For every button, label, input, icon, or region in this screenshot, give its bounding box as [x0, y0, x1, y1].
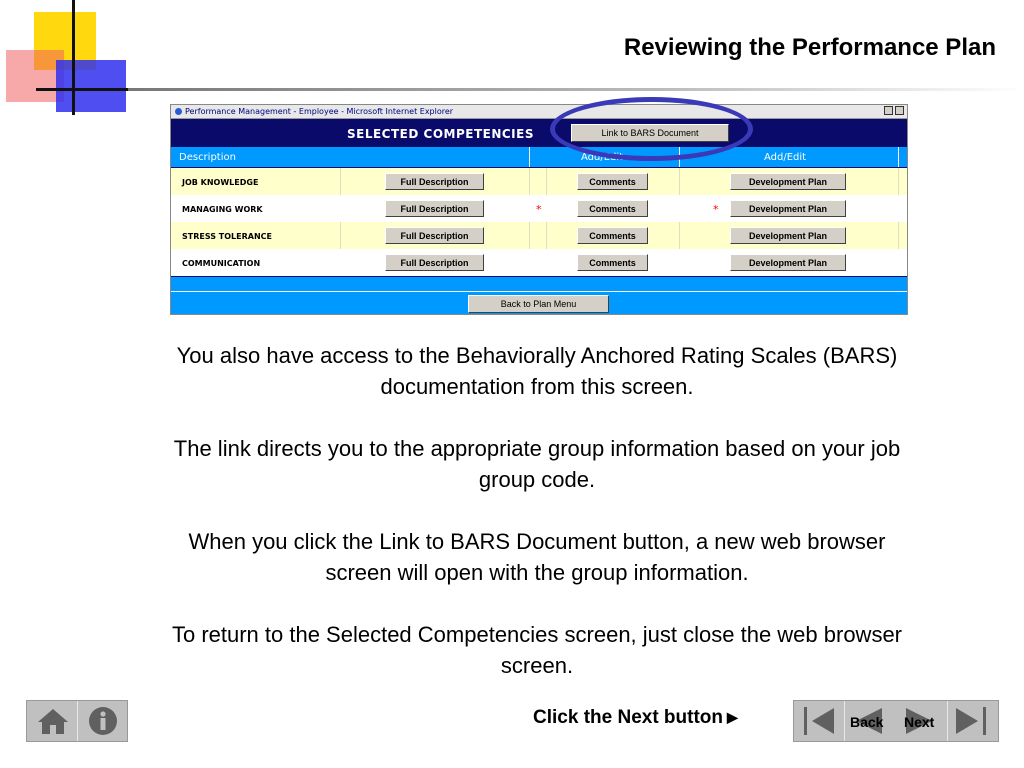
column-add-edit-plan: Add/Edit	[764, 152, 807, 163]
column-separator	[529, 147, 530, 167]
browser-footer-bar	[171, 277, 907, 314]
paragraph: To return to the Selected Competencies screen, just close the web browser screen.	[171, 622, 903, 678]
column-description: Description	[179, 152, 236, 163]
click-next-text: Click the Next button	[533, 707, 724, 728]
cell-separator	[529, 168, 530, 195]
nav-divider	[77, 701, 78, 741]
full-description-button[interactable]: Full Description	[385, 200, 484, 217]
title-underline	[128, 88, 1024, 91]
highlight-ellipse	[550, 97, 753, 161]
decorative-blue-square	[56, 60, 126, 112]
cell-separator	[679, 168, 680, 195]
footer-divider	[171, 291, 907, 292]
first-icon[interactable]	[802, 706, 838, 736]
paragraph: The link directs you to the appropriate group information based on your job group code.	[173, 436, 901, 492]
decorative-vertical-line	[72, 0, 75, 115]
cell-separator	[340, 222, 341, 249]
cell-separator	[340, 168, 341, 195]
back-to-plan-menu-button[interactable]: Back to Plan Menu	[468, 295, 609, 313]
window-title: Performance Management - Employee - Microsoft Internet Explorer	[185, 107, 454, 116]
cell-separator	[898, 168, 899, 195]
development-plan-button[interactable]: Development Plan	[730, 173, 846, 190]
cell-separator	[546, 222, 547, 249]
back-button[interactable]: Back	[850, 714, 884, 730]
development-plan-button[interactable]: Development Plan	[730, 227, 846, 244]
nav-right-toolbar	[793, 700, 999, 742]
competency-name: STRESS TOLERANCE	[182, 232, 272, 241]
comments-button[interactable]: Comments	[577, 173, 648, 190]
paragraph: When you click the Link to BARS Document button, a new web browser screen will open with the group information.	[188, 529, 886, 585]
paragraph: You also have access to the Behaviorally Anchored Rating Scales (BARS) documentation from this screen.	[176, 343, 898, 399]
development-plan-button[interactable]: Development Plan	[730, 254, 846, 271]
next-button[interactable]: Next	[904, 714, 935, 730]
info-icon[interactable]	[87, 706, 119, 736]
ie-icon	[175, 108, 182, 115]
cell-separator	[529, 222, 530, 249]
play-arrow-icon: ▶	[727, 709, 738, 725]
table-row	[171, 249, 907, 276]
competencies-header	[171, 119, 907, 147]
table-row	[171, 195, 907, 222]
column-separator	[898, 147, 899, 167]
home-icon[interactable]	[37, 707, 69, 735]
comments-button[interactable]: Comments	[577, 227, 648, 244]
link-to-bars-document-button[interactable]: Link to BARS Document	[571, 124, 729, 142]
competency-name: JOB KNOWLEDGE	[182, 178, 259, 187]
column-header-row	[171, 147, 907, 167]
cell-separator	[679, 222, 680, 249]
competency-name: COMMUNICATION	[182, 259, 261, 268]
competency-name: MANAGING WORK	[182, 205, 263, 214]
full-description-button[interactable]: Full Description	[385, 254, 484, 271]
table-row	[171, 222, 907, 249]
cell-separator	[898, 222, 899, 249]
full-description-button[interactable]: Full Description	[385, 227, 484, 244]
nav-divider	[947, 701, 948, 741]
nav-left-toolbar	[26, 700, 128, 742]
click-next-instruction	[533, 707, 738, 729]
instruction-text	[170, 340, 904, 712]
decorative-horizontal-line	[36, 88, 128, 91]
last-icon[interactable]	[954, 706, 990, 736]
section-title: SELECTED COMPETENCIES	[347, 127, 534, 141]
slide-title: Reviewing the Performance Plan	[623, 34, 996, 61]
maximize-icon[interactable]	[895, 106, 904, 115]
minimize-icon[interactable]	[884, 106, 893, 115]
required-marker: *	[713, 203, 719, 216]
nav-divider	[844, 701, 845, 741]
browser-titlebar	[171, 105, 907, 119]
comments-button[interactable]: Comments	[577, 254, 648, 271]
cell-separator	[546, 168, 547, 195]
table-row	[171, 168, 907, 195]
full-description-button[interactable]: Full Description	[385, 173, 484, 190]
column-add-edit-comments: Add/Edit	[581, 152, 624, 163]
comments-button[interactable]: Comments	[577, 200, 648, 217]
development-plan-button[interactable]: Development Plan	[730, 200, 846, 217]
browser-window-screenshot	[170, 104, 908, 315]
required-marker: *	[536, 203, 542, 216]
